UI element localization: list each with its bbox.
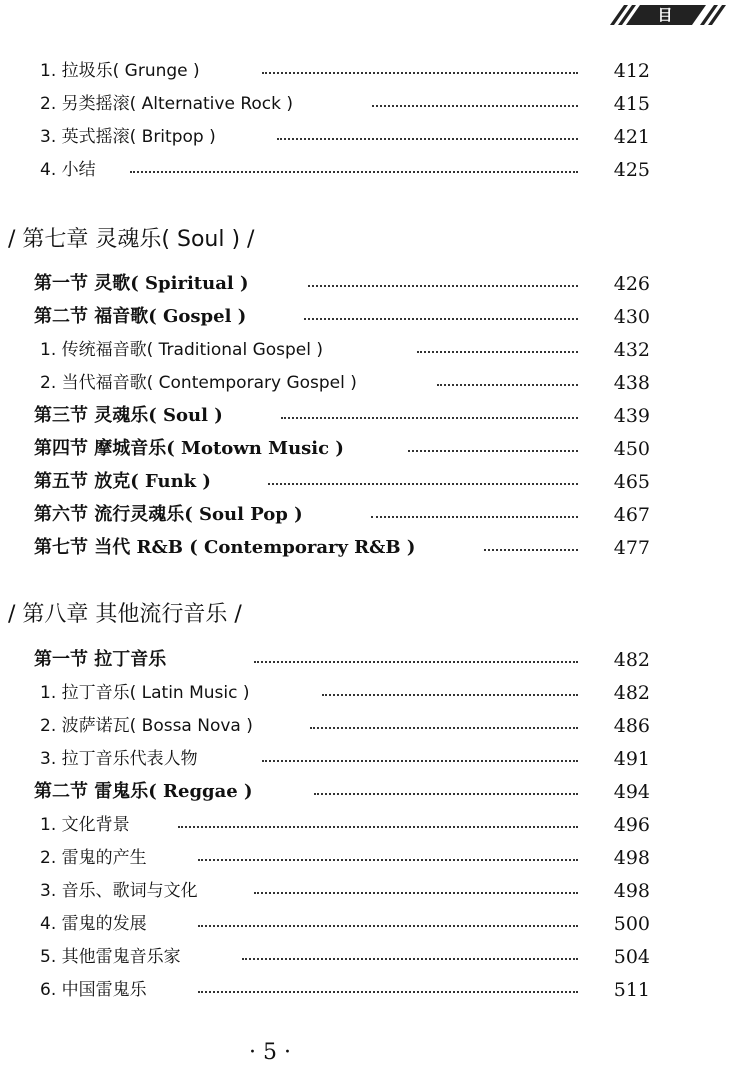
toc-entry-title: 第一节 灵歌( Spiritual )	[34, 273, 249, 294]
toc-page-number: 439	[613, 405, 650, 427]
page-number: · 5 ·	[249, 1040, 291, 1065]
toc-item-row[interactable]	[0, 811, 730, 839]
toc-section-row[interactable]	[0, 501, 730, 529]
dot-leader	[371, 510, 578, 518]
dot-leader	[310, 721, 578, 729]
toc-page-number: 421	[613, 126, 650, 148]
toc-item-row[interactable]	[0, 90, 730, 118]
toc-entry-title: 1. 传统福音歌( Traditional Gospel )	[40, 340, 324, 360]
toc-item-row[interactable]	[0, 336, 730, 364]
toc-page-number: 425	[613, 159, 650, 181]
dot-leader	[242, 952, 578, 960]
toc-page-number: 465	[613, 471, 650, 493]
dot-leader	[437, 378, 578, 386]
toc-entry-title: 第二节 福音歌( Gospel )	[34, 306, 247, 327]
toc-page-number: 498	[613, 847, 650, 869]
toc-page-number: 432	[613, 339, 650, 361]
toc-section-row[interactable]	[0, 534, 730, 562]
toc-page-number: 500	[613, 913, 650, 935]
toc-entry-title: 1. 文化背景	[40, 815, 130, 835]
dot-leader	[304, 312, 578, 320]
dot-leader	[277, 132, 578, 140]
toc-entry-title: 4. 小结	[40, 160, 96, 180]
toc-page-number: 450	[613, 438, 650, 460]
toc-page-number: 412	[613, 60, 650, 82]
toc-section-row[interactable]	[0, 646, 730, 674]
toc-section-row[interactable]	[0, 435, 730, 463]
toc-section-row[interactable]	[0, 270, 730, 298]
toc-item-row[interactable]	[0, 57, 730, 85]
toc-entry-title: 第二节 雷鬼乐( Reggae )	[34, 781, 253, 802]
dot-leader	[198, 985, 578, 993]
toc-page-number: 511	[613, 979, 650, 1001]
dot-leader	[268, 477, 578, 485]
toc-page-number: 482	[613, 649, 650, 671]
dot-leader	[314, 787, 578, 795]
toc-item-row[interactable]	[0, 943, 730, 971]
dot-leader	[408, 444, 578, 452]
toc-entry-title: 6. 中国雷鬼乐	[40, 980, 147, 1000]
toc-entry-title: 第七节 当代 R&B ( Contemporary R&B )	[34, 537, 416, 558]
toc-item-row[interactable]	[0, 910, 730, 938]
toc-item-row[interactable]	[0, 679, 730, 707]
toc-section-row[interactable]	[0, 468, 730, 496]
dot-leader	[198, 919, 578, 927]
toc-page-number: 482	[613, 682, 650, 704]
toc-page-number: 498	[613, 880, 650, 902]
tab-label: 目 录	[657, 6, 679, 44]
toc-entry-title: 3. 拉丁音乐代表人物	[40, 749, 198, 769]
toc-entry-title: 2. 另类摇滚( Alternative Rock )	[40, 94, 294, 114]
toc-entry-title: 第三节 灵魂乐( Soul )	[34, 405, 223, 426]
dot-leader	[484, 543, 578, 551]
chapter-heading: / 第八章 其他流行音乐 /	[8, 602, 242, 627]
toc-entry-title: 2. 雷鬼的产生	[40, 848, 147, 868]
toc-entry-title: 第六节 流行灵魂乐( Soul Pop )	[34, 504, 303, 525]
dot-leader	[262, 754, 578, 762]
toc-page-number: 415	[613, 93, 650, 115]
toc-item-row[interactable]	[0, 369, 730, 397]
toc-item-row[interactable]	[0, 123, 730, 151]
toc-entry-title: 第四节 摩城音乐( Motown Music )	[34, 438, 344, 459]
toc-item-row[interactable]	[0, 712, 730, 740]
toc-page-number: 477	[613, 537, 650, 559]
toc-item-row[interactable]	[0, 844, 730, 872]
dot-leader	[308, 279, 578, 287]
toc-item-row[interactable]	[0, 745, 730, 773]
toc-entry-title: 3. 英式摇滚( Britpop )	[40, 127, 216, 147]
toc-entry-title: 1. 拉丁音乐( Latin Music )	[40, 683, 250, 703]
toc-page-number: 504	[613, 946, 650, 968]
toc-section-row[interactable]	[0, 402, 730, 430]
toc-section-row[interactable]	[0, 303, 730, 331]
dot-leader	[417, 345, 578, 353]
toc-entry-title: 5. 其他雷鬼音乐家	[40, 947, 181, 967]
toc-page-number: 496	[613, 814, 650, 836]
toc-page-number: 467	[613, 504, 650, 526]
toc-item-row[interactable]	[0, 156, 730, 184]
dot-leader	[178, 820, 578, 828]
dot-leader	[198, 853, 578, 861]
section-tab-header	[610, 4, 726, 44]
toc-entry-title: 1. 拉圾乐( Grunge )	[40, 61, 200, 81]
dot-leader	[262, 66, 578, 74]
toc-page-number: 426	[613, 273, 650, 295]
toc-page-number: 494	[613, 781, 650, 803]
toc-item-row[interactable]	[0, 976, 730, 1004]
dot-leader	[281, 411, 578, 419]
toc-page-number: 486	[613, 715, 650, 737]
chapter-heading: / 第七章 灵魂乐( Soul ) /	[8, 227, 255, 252]
toc-page-number: 438	[613, 372, 650, 394]
toc-item-row[interactable]	[0, 877, 730, 905]
toc-entry-title: 4. 雷鬼的发展	[40, 914, 147, 934]
toc-entry-title: 3. 音乐、歌词与文化	[40, 881, 198, 901]
toc-page-number: 491	[613, 748, 650, 770]
dot-leader	[322, 688, 578, 696]
dot-leader	[254, 655, 578, 663]
toc-page-number: 430	[613, 306, 650, 328]
toc-section-row[interactable]	[0, 778, 730, 806]
toc-entry-title: 2. 波萨诺瓦( Bossa Nova )	[40, 716, 253, 736]
dot-leader	[130, 165, 578, 173]
dot-leader	[372, 99, 578, 107]
toc-entry-title: 第五节 放克( Funk )	[34, 471, 211, 492]
toc-entry-title: 第一节 拉丁音乐	[34, 649, 167, 670]
toc-entry-title: 2. 当代福音歌( Contemporary Gospel )	[40, 373, 357, 393]
dot-leader	[254, 886, 578, 894]
